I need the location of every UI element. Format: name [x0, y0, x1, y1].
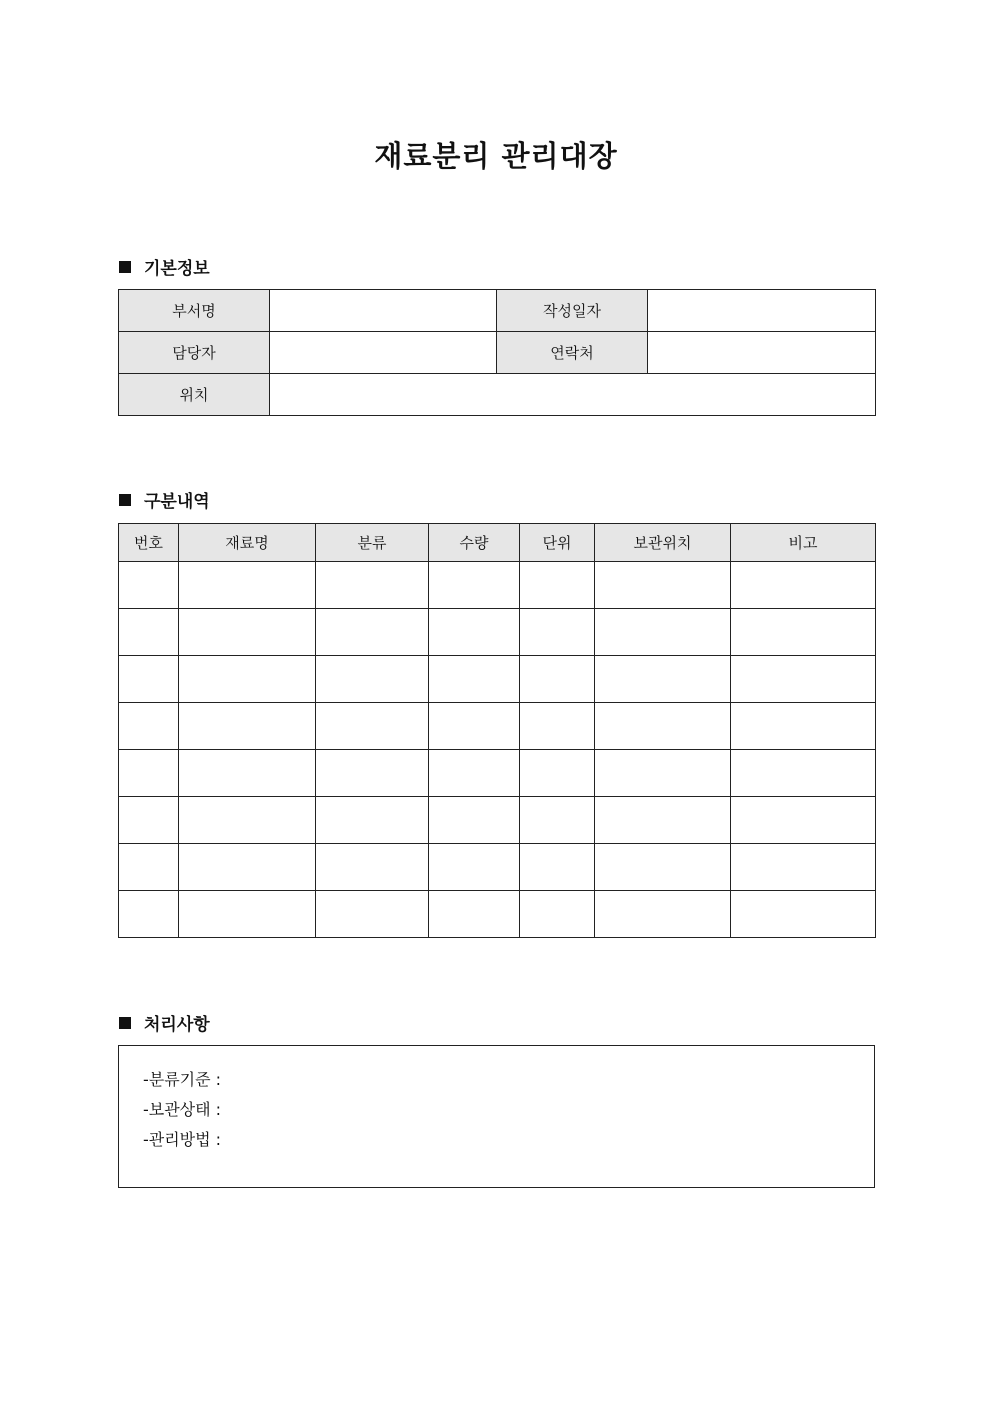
table-cell[interactable]: [595, 656, 731, 703]
column-header-quantity: 수량: [429, 524, 520, 562]
section-heading-label: 기본정보: [144, 259, 210, 279]
table-row: [119, 562, 876, 609]
table-cell[interactable]: [520, 797, 595, 844]
table-cell[interactable]: [731, 891, 876, 938]
table-cell[interactable]: [731, 656, 876, 703]
table-cell[interactable]: [731, 609, 876, 656]
table-header-row: [119, 524, 876, 562]
table-cell[interactable]: [429, 703, 520, 750]
table-row: [119, 609, 876, 656]
table-row: [119, 374, 876, 416]
date-field[interactable]: [648, 290, 876, 332]
table-row: [119, 797, 876, 844]
table-cell[interactable]: [429, 562, 520, 609]
table-cell[interactable]: [316, 797, 429, 844]
table-cell[interactable]: [316, 891, 429, 938]
table-cell[interactable]: [179, 891, 316, 938]
basic-info-table: [118, 289, 876, 416]
column-header-material-name: 재료명: [179, 524, 316, 562]
table-cell[interactable]: [731, 562, 876, 609]
note-storage-condition: -보관상태 :: [143, 1100, 222, 1119]
table-cell[interactable]: [520, 562, 595, 609]
table-row: [119, 844, 876, 891]
manager-field[interactable]: [270, 332, 497, 374]
table-row: [119, 656, 876, 703]
table-cell[interactable]: [316, 844, 429, 891]
table-cell[interactable]: [119, 750, 179, 797]
column-header-unit: 단위: [520, 524, 595, 562]
note-classification-criteria: -분류기준 :: [143, 1070, 222, 1089]
location-label: 위치: [119, 374, 270, 416]
table-cell[interactable]: [179, 797, 316, 844]
section-heading-basic-info: [119, 254, 210, 279]
items-table: [118, 523, 876, 938]
square-bullet-icon: [119, 494, 131, 506]
table-cell[interactable]: [520, 656, 595, 703]
table-cell[interactable]: [119, 797, 179, 844]
column-header-remarks: 비고: [731, 524, 876, 562]
location-field[interactable]: [270, 374, 876, 416]
table-cell[interactable]: [119, 562, 179, 609]
table-cell[interactable]: [316, 750, 429, 797]
department-label: 부서명: [119, 290, 270, 332]
table-cell[interactable]: [179, 844, 316, 891]
table-cell[interactable]: [731, 703, 876, 750]
column-header-category: 분류: [316, 524, 429, 562]
section-heading-label: 구분내역: [144, 492, 210, 512]
section-heading-items: [119, 487, 210, 512]
table-cell[interactable]: [595, 891, 731, 938]
table-cell[interactable]: [119, 703, 179, 750]
table-cell[interactable]: [429, 750, 520, 797]
table-cell[interactable]: [731, 750, 876, 797]
column-header-storage-location: 보관위치: [595, 524, 731, 562]
table-cell[interactable]: [595, 562, 731, 609]
date-label: 작성일자: [497, 290, 648, 332]
section-heading-notes: [119, 1010, 210, 1035]
contact-field[interactable]: [648, 332, 876, 374]
table-cell[interactable]: [731, 844, 876, 891]
table-cell[interactable]: [595, 703, 731, 750]
table-cell[interactable]: [316, 609, 429, 656]
table-row: [119, 332, 876, 374]
table-cell[interactable]: [429, 891, 520, 938]
square-bullet-icon: [119, 1017, 131, 1029]
table-cell[interactable]: [520, 750, 595, 797]
table-cell[interactable]: [731, 797, 876, 844]
table-cell[interactable]: [179, 656, 316, 703]
table-row: [119, 290, 876, 332]
table-cell[interactable]: [179, 750, 316, 797]
table-cell[interactable]: [429, 797, 520, 844]
column-header-number: 번호: [119, 524, 179, 562]
table-cell[interactable]: [119, 891, 179, 938]
table-cell[interactable]: [119, 656, 179, 703]
items-table-body: [119, 562, 876, 938]
department-field[interactable]: [270, 290, 497, 332]
table-cell[interactable]: [520, 891, 595, 938]
table-cell[interactable]: [179, 703, 316, 750]
table-cell[interactable]: [520, 844, 595, 891]
table-cell[interactable]: [595, 844, 731, 891]
table-cell[interactable]: [316, 703, 429, 750]
table-cell[interactable]: [595, 750, 731, 797]
table-cell[interactable]: [429, 656, 520, 703]
table-cell[interactable]: [179, 562, 316, 609]
square-bullet-icon: [119, 261, 131, 273]
table-row: [119, 703, 876, 750]
contact-label: 연락처: [497, 332, 648, 374]
table-row: [119, 750, 876, 797]
page-title: 재료분리 관리대장: [374, 139, 618, 173]
table-cell[interactable]: [595, 609, 731, 656]
table-cell[interactable]: [429, 844, 520, 891]
notes-box[interactable]: [118, 1045, 875, 1188]
table-cell[interactable]: [119, 609, 179, 656]
table-cell[interactable]: [316, 656, 429, 703]
table-cell[interactable]: [119, 844, 179, 891]
table-cell[interactable]: [520, 703, 595, 750]
table-cell[interactable]: [520, 609, 595, 656]
manager-label: 담당자: [119, 332, 270, 374]
table-row: [119, 891, 876, 938]
table-cell[interactable]: [179, 609, 316, 656]
table-cell[interactable]: [595, 797, 731, 844]
table-cell[interactable]: [316, 562, 429, 609]
note-management-method: -관리방법 :: [143, 1130, 222, 1149]
section-heading-label: 처리사항: [144, 1015, 210, 1035]
table-cell[interactable]: [429, 609, 520, 656]
